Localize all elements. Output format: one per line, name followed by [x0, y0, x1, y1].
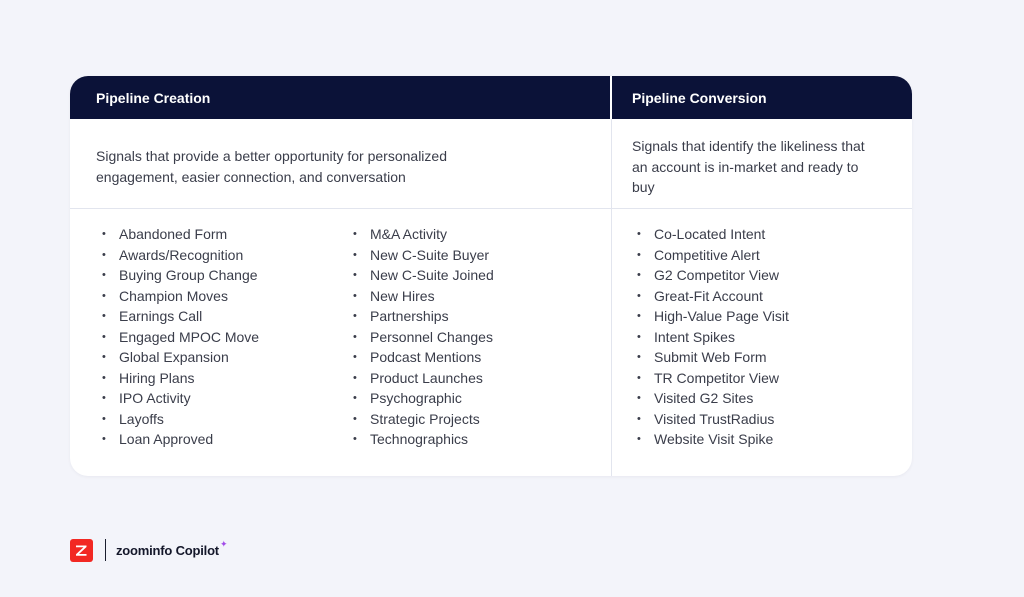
list-item: • Awards/Recognition: [97, 245, 259, 266]
list-item: • Hiring Plans: [97, 368, 259, 389]
signals-table-card: [70, 76, 912, 476]
list-item: • New C-Suite Buyer: [348, 245, 494, 266]
list-item: • Layoffs: [97, 409, 259, 430]
list-item: • New Hires: [348, 286, 494, 307]
header-divider: [610, 76, 612, 119]
list-item: • Partnerships: [348, 306, 494, 327]
list-item: • Technographics: [348, 429, 494, 450]
list-item: • Co-Located Intent: [632, 224, 789, 245]
list-item: • IPO Activity: [97, 388, 259, 409]
creation-signal-list-2: [348, 224, 494, 450]
header-pipeline-creation: Pipeline Creation: [96, 90, 211, 106]
list-item: • Earnings Call: [97, 306, 259, 327]
list-item: • High-Value Page Visit: [632, 306, 789, 327]
conversion-signal-list: [632, 224, 789, 450]
logo-divider: [105, 539, 106, 561]
table-header-row: [70, 76, 912, 119]
pipeline-conversion-description: Signals that identify the likeliness that an account is in-market and ready to buy: [632, 138, 865, 195]
list-item: • TR Competitor View: [632, 368, 789, 389]
list-item: • Website Visit Spike: [632, 429, 789, 450]
list-item: • Psychographic: [348, 388, 494, 409]
list-item: • Visited G2 Sites: [632, 388, 789, 409]
pipeline-creation-description: Signals that provide a better opportunity for personalized engagement, easier connection, and conversation: [96, 148, 447, 185]
list-item: • Champion Moves: [97, 286, 259, 307]
list-item: • Competitive Alert: [632, 245, 789, 266]
brand-text: zoominfo Copilot: [116, 542, 219, 558]
list-item: • Podcast Mentions: [348, 347, 494, 368]
column-divider: [611, 119, 612, 476]
list-item: • G2 Competitor View: [632, 265, 789, 286]
list-item: • M&A Activity: [348, 224, 494, 245]
list-item: • Intent Spikes: [632, 327, 789, 348]
row-divider: [70, 208, 912, 209]
zoominfo-copilot-logo: [70, 538, 228, 562]
list-item: • Global Expansion: [97, 347, 259, 368]
list-item: • Visited TrustRadius: [632, 409, 789, 430]
list-item: • Great-Fit Account: [632, 286, 789, 307]
list-item: • Product Launches: [348, 368, 494, 389]
list-item: • Engaged MPOC Move: [97, 327, 259, 348]
creation-signal-list-1: [97, 224, 259, 450]
list-item: • New C-Suite Joined: [348, 265, 494, 286]
list-item: • Strategic Projects: [348, 409, 494, 430]
sparkle-icon: ✦: [219, 538, 228, 549]
list-item: • Submit Web Form: [632, 347, 789, 368]
header-pipeline-conversion: Pipeline Conversion: [632, 90, 767, 106]
list-item: • Loan Approved: [97, 429, 259, 450]
zoominfo-z-icon: [70, 539, 93, 562]
list-item: • Personnel Changes: [348, 327, 494, 348]
list-item: • Buying Group Change: [97, 265, 259, 286]
list-item: • Abandoned Form: [97, 224, 259, 245]
